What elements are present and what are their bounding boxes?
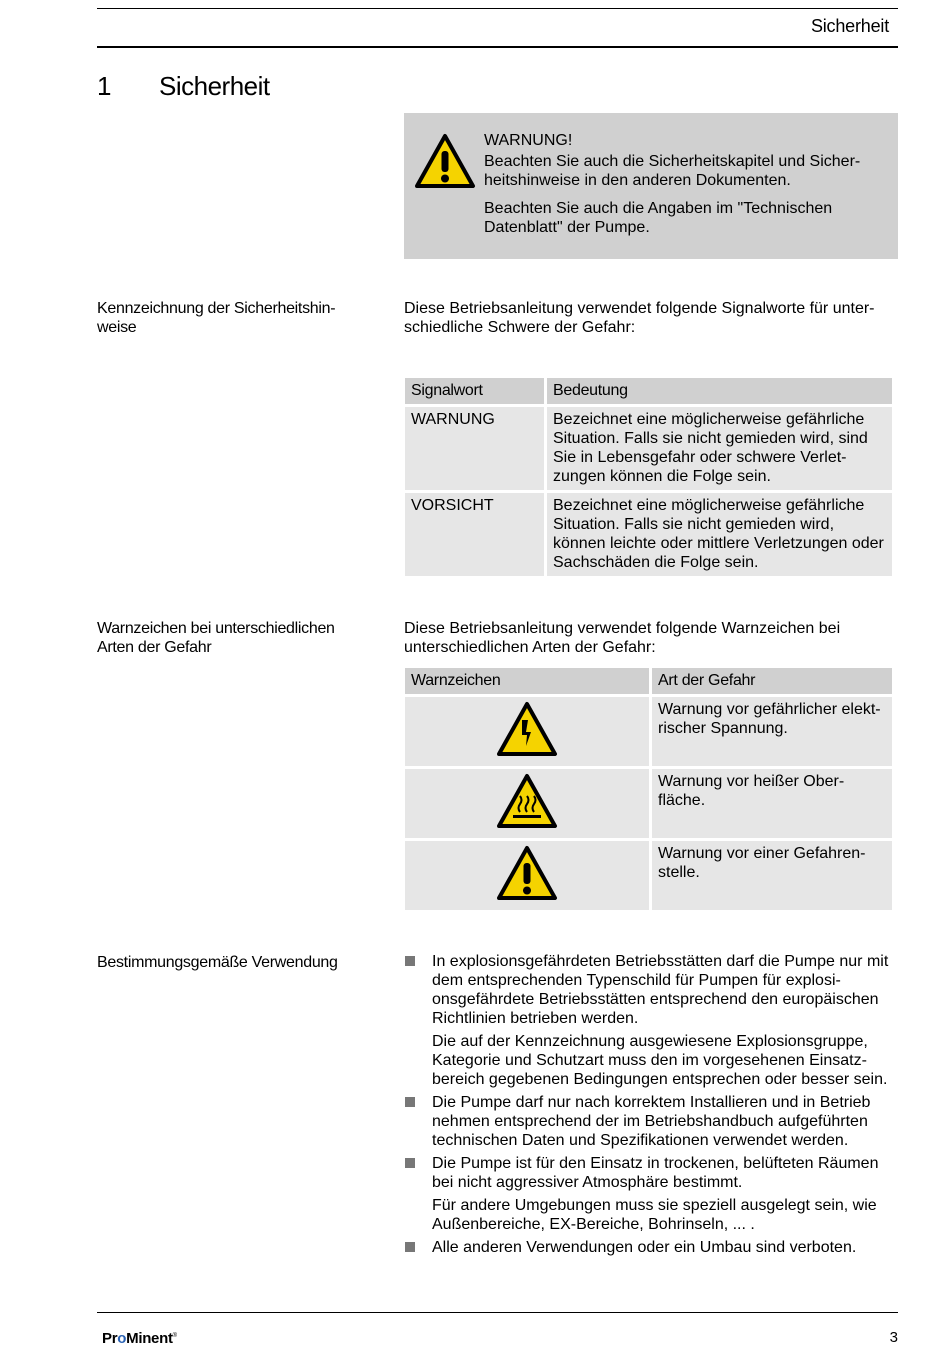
warning-box [404, 113, 898, 259]
list-item [404, 952, 898, 1089]
electrical-hazard-icon [496, 744, 558, 761]
hazard-description-cell: Warnung vor einer Gefahren-stelle. [652, 841, 892, 910]
chapter-number: 1 [97, 71, 111, 101]
warning-title: WARNUNG! [484, 132, 573, 149]
symbol-cell [405, 769, 649, 838]
list-item [404, 1093, 898, 1150]
section-intro-signal-words: Diese Betriebsanleitung verwendet folgende Signalworte für unter-schiedliche Schwere der Gefahr: [404, 300, 875, 336]
table-header-cell: Bedeutung [547, 378, 892, 404]
table-header-row [405, 668, 892, 694]
list-item-text: Alle anderen Verwendungen oder ein Umbau sind verboten. [432, 1239, 857, 1256]
general-danger-icon [496, 888, 558, 905]
table-row [405, 493, 892, 576]
section-heading-warning-symbols: Warnzeichen bei unterschiedlichen Arten der Gefahr [97, 620, 335, 656]
meaning-cell: Bezeichnet eine möglicherweise gefährliche Situation. Falls sie nicht gemieden wird, können leichte oder mittlere Verletzungen oder Sachschäden die Folge sein. [547, 493, 892, 576]
header-top-rule [97, 8, 898, 9]
page-number: 3 [889, 1329, 898, 1346]
table-row [405, 407, 892, 490]
footer-rule [97, 1312, 898, 1313]
table-header-cell: Signalwort [405, 378, 544, 404]
table-row [405, 841, 892, 910]
list-item-extra-text: Für andere Umgebungen muss sie speziell ausgelegt sein, wie Außenbereiche, EX-Bereiche, Bohrinseln, ... . [432, 1197, 877, 1233]
list-item-extra-text: Die auf der Kennzeichnung ausgewiesene Explosionsgruppe, Kategorie und Schutzart muss den im vorgesehenen Einsatz-bereich gegebenen Bedingungen entsprechen oder besser sein. [432, 1033, 888, 1088]
warning-text: Beachten Sie auch die Angaben im "Technischen Datenblatt" der Pumpe. [484, 200, 833, 236]
symbol-cell [405, 841, 649, 910]
hot-surface-icon [496, 816, 558, 833]
list-item-text: Die Pumpe darf nur nach korrektem Installieren und in Betrieb nehmen entsprechend der im Betriebshandbuch aufgeführten technischen Daten und Spezifikationen verwendet werden. [432, 1094, 871, 1149]
warning-text: Beachten Sie auch die Sicherheitskapitel und Sicher-heitshinweise in den anderen Dokumenten. [484, 153, 861, 189]
section-heading-intended-use: Bestimmungsgemäße Verwendung [97, 954, 338, 971]
meaning-cell: Bezeichnet eine möglicherweise gefährliche Situation. Falls sie nicht gemieden wird, sind Sie in Lebensgefahr oder schwere Verlet-zungen können die Folge sein. [547, 407, 892, 490]
table-row [405, 697, 892, 766]
table-row [405, 769, 892, 838]
section-intro-warning-symbols: Diese Betriebsanleitung verwendet folgende Warnzeichen bei unterschiedlichen Arten der Gefahr: [404, 620, 841, 656]
table-header-row [405, 378, 892, 404]
list-item-text: Die Pumpe ist für den Einsatz in trockenen, belüfteten Räumen bei nicht aggressiver Atmosphäre bestimmt. [432, 1155, 879, 1191]
bullet-square-icon [405, 1158, 415, 1168]
prominent-logo: ProMinent® [102, 1330, 177, 1347]
running-header-title: Sicherheit [810, 16, 889, 36]
warning-triangle-icon [414, 133, 476, 194]
hazard-description-cell: Warnung vor gefährlicher elekt-rischer Spannung. [652, 697, 892, 766]
warning-symbols-table [402, 665, 895, 913]
bullet-square-icon [405, 1242, 415, 1252]
header-bottom-rule [97, 46, 898, 48]
chapter-title: Sicherheit [159, 71, 270, 101]
hazard-description-cell: Warnung vor heißer Ober-fläche. [652, 769, 892, 838]
table-header-cell: Warnzeichen [405, 668, 649, 694]
list-item [404, 1238, 898, 1257]
signal-word-cell: VORSICHT [405, 493, 544, 576]
bullet-square-icon [405, 956, 415, 966]
intended-use-list [404, 952, 898, 1261]
signal-word-cell: WARNUNG [405, 407, 544, 490]
table-header-cell: Art der Gefahr [652, 668, 892, 694]
section-heading-signal-words: Kennzeichnung der Sicherheitshin-weise [97, 300, 336, 336]
list-item-text: In explosionsgefährdeten Betriebsstätten darf die Pumpe nur mit dem entsprechenden Typenschild für Pumpen für explosi-onsgefährdete Betriebsstätten entsprechend den europäischen Richtlinien betrieben werden. [432, 953, 889, 1027]
symbol-cell [405, 697, 649, 766]
signal-words-table [402, 375, 895, 579]
list-item [404, 1154, 898, 1234]
bullet-square-icon [405, 1097, 415, 1107]
